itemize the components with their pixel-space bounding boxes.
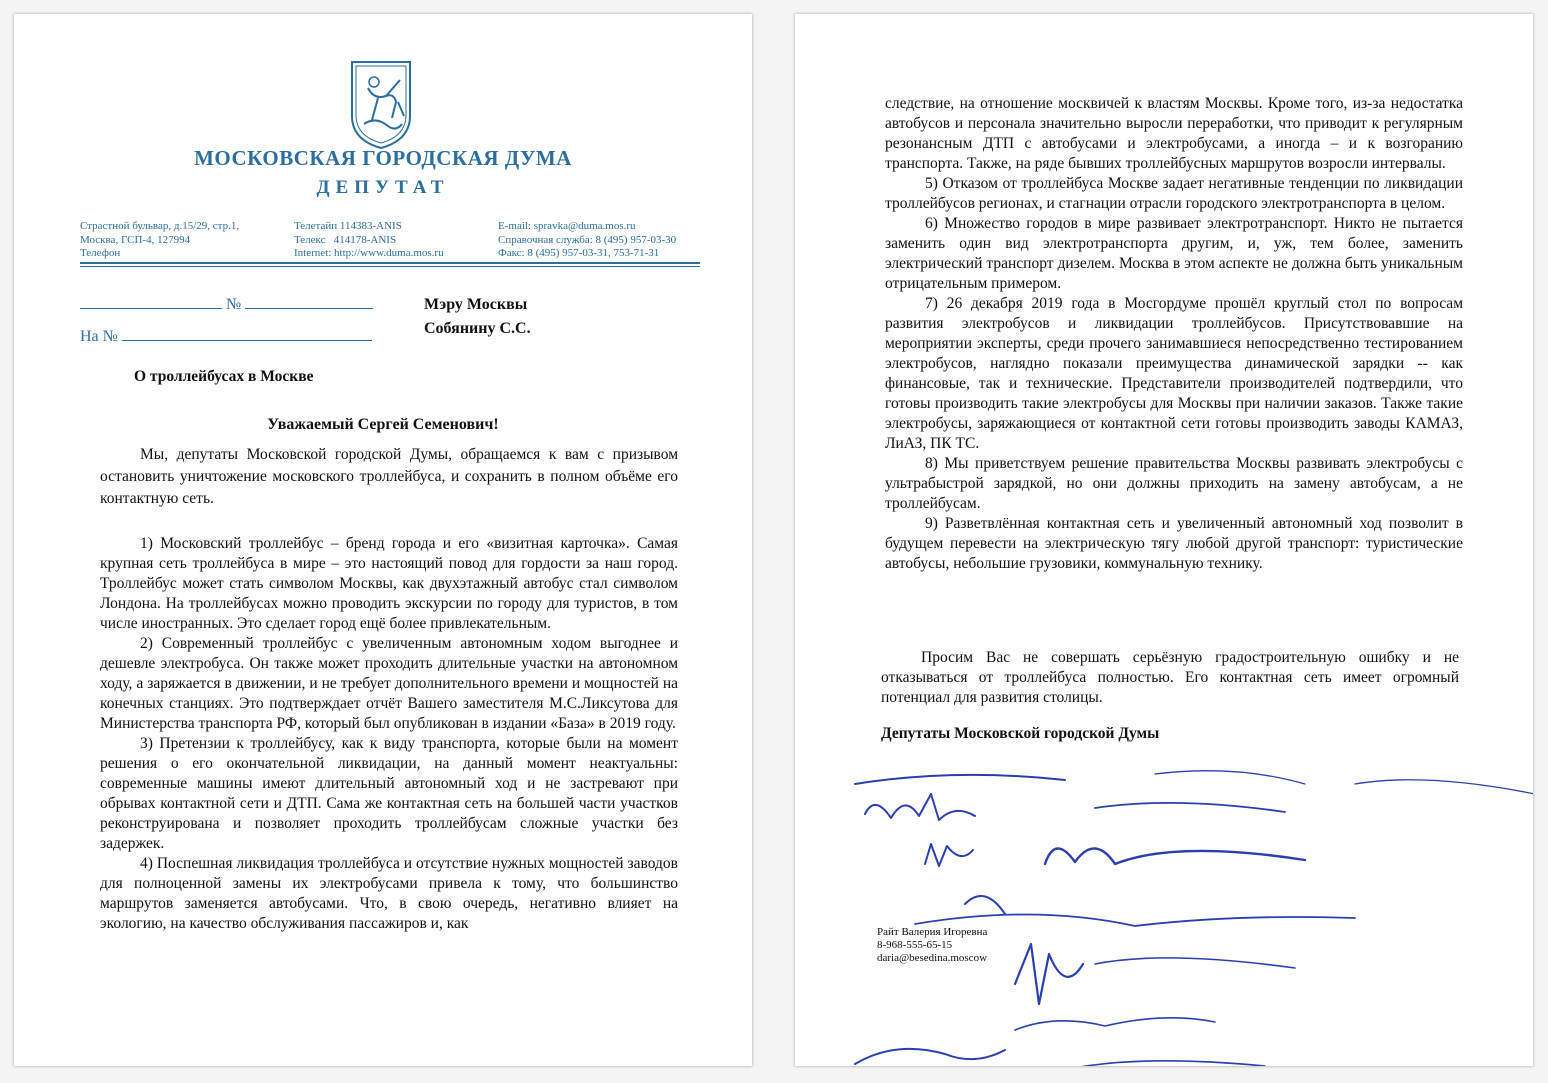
header-divider-thin: [80, 266, 700, 267]
contact-line: Телекс 414178-ANIS: [294, 233, 397, 246]
org-subtitle: ДЕПУТАТ: [316, 177, 450, 198]
moscow-coat-of-arms-icon: [348, 58, 414, 150]
org-title: МОСКОВСКАЯ ГОРОДСКАЯ ДУМА: [194, 146, 572, 170]
point-paragraph: 2) Современный троллейбус с увеличенным автономным ходом выгоднее и дешевле электробуса. Он также может проходить длительные участки на автономном ходу, а заряжается в движении, и не требует дополнительного времени и мощностей на конечных станциях. Это подтверждает отчёт Вашего заместителя М.С.Ликсутова для Министерства транспорта РФ, который был опубликован в издании «База» в 2019 году.: [100, 635, 678, 732]
point-paragraph: 7) 26 декабря 2019 года в Мосгордуме прошёл круглый стол по вопросам развития электробусов и ликвидации троллейбусов. Присутствовавшие на мероприятии эксперты, среди прочего занимавшиеся непосредственно тестированием электробусов, наглядно показали преимущества динамической зарядки -- как финансовые, так и технические. Представители производителей подтвердили, что готовы производить такие электробусы для Москвы при наличии заказов. Также такие электробусы, заряжающиеся от контактной сети готовы производить заводы КАМАЗ, ЛиАЗ, ПК ТС.: [885, 295, 1463, 452]
letter-greeting: Уважаемый Сергей Семенович!: [267, 416, 499, 433]
na-label: На №: [80, 328, 118, 345]
contact-person-name: Райт Валерия Игоревна: [877, 926, 988, 938]
point-paragraph: 8) Мы приветствуем решение правительства Москвы развивать электробусы с ультрабыстрой зарядкой, но они должны приходить на замену автобусам, а не троллейбусам.: [885, 455, 1463, 512]
addressee-title: Мэру Москвы: [424, 296, 528, 313]
letter-continuation: [885, 94, 1463, 574]
point-paragraph: 6) Множество городов в мире развивает электротранспорт. Никто не пытается заменить один вид электротранспорта другим, и, уж, тем более, заменить электрический транспорт дизелем. Москва в этом аспекте не должна быть уникальным отрицательным примером.: [885, 215, 1463, 292]
point-paragraph: 5) Отказом от троллейбуса Москве задает негативные тенденции по ликвидации троллейбусов регионах, и стагнации отрасли городского электротранспорта в целом.: [885, 175, 1463, 212]
contact-teletype: [294, 220, 444, 261]
point-paragraph: 4) Поспешная ликвидация троллейбуса и отсутствие нужных мощностей заводов для полноценной замены их электробусами привела к тому, что большинство маршрутов заменяется автобусами. Что, в свою очередь, негативно влияет на экологию, на качество обслуживания пассажиров и, как: [100, 855, 678, 932]
letter-closing: [881, 648, 1459, 708]
outgoing-number-line: [80, 294, 373, 314]
letter-page-1: [14, 14, 752, 1066]
contact-line: Москва, ГСП-4, 127994: [80, 233, 191, 246]
continuation-paragraph: следствие, на отношение москвичей к властям Москвы. Кроме того, из-за недостатка автобусов и персонала значительно выросли переработки, что приводит к регулярным резонансным ДТП с автобусами и электробусами, а иногда – и к возгоранию транспорта. Также, на ряде бывших троллейбусных маршрутов возросли интервалы.: [885, 95, 1463, 172]
contact-email: [498, 220, 676, 261]
contact-line: E-mail: spravka@duma.mos.ru: [498, 220, 636, 232]
contact-address: [80, 220, 239, 261]
contact-line: Страстной бульвар, д.15/29, стр.1,: [80, 220, 240, 232]
addressee-name: Собянину С.С.: [424, 320, 531, 337]
closing-paragraph: Просим Вас не совершать серьёзную градостроительную ошибку и не отказываться от троллейбуса полностью. Его контактная сеть имеет огромный потенциал для развития столицы.: [881, 649, 1459, 706]
intro-paragraph: Мы, депутаты Московской городской Думы, обращаемся к вам с призывом остановить уничтожение московского троллейбуса, и сохранить в полном объёме его контактную сеть.: [100, 446, 678, 507]
point-paragraph: 3) Претензии к троллейбусу, как к виду транспорта, которые были на момент решения о его окончательной ликвидации, на данный момент неактуальны: современные машины имеют длительный автономный ход и не застревают при обрывах контактной сети и ДТП. Сама же контактная сеть на большей части участков реконструирована и позволяет проходить троллейбусам сложные участки без задержек.: [100, 735, 678, 852]
letter-subject: О троллейбусах в Москве: [134, 368, 314, 385]
letter-points-1-4: [100, 534, 678, 934]
contact-line: Internet: http://www.duma.mos.ru: [294, 247, 444, 259]
contact-person-email: daria@besedina.moscow: [877, 952, 988, 964]
handwritten-signatures: [835, 754, 1533, 1066]
contact-line: Факс: 8 (495) 957-03-31, 753-71-31: [498, 247, 660, 259]
header-divider: [80, 262, 700, 264]
point-paragraph: 9) Разветвлённая контактная сеть и увеличенный автономный ход позволит в будущем перевести на электрическую тягу любой другой транспорт: туристические автобусы, небольшие грузовики, коммунальную технику.: [885, 515, 1463, 572]
contact-line: Телетайп 114383-ANIS: [294, 220, 402, 232]
contact-line: Телефон: [80, 247, 121, 259]
reference-number-line: [80, 326, 372, 346]
contact-person-phone: 8-968-555-65-15: [877, 939, 953, 951]
contact-line: Справочная служба: 8 (495) 957-03-30: [498, 233, 677, 246]
point-paragraph: 1) Московский троллейбус – бренд города и его «визитная карточка». Самая крупная сеть троллейбуса в мире – это настоящий повод для гордости за наш город. Троллейбус может стать символом Москвы, как двухэтажный автобус стал символом Лондона. На троллейбусах можно проводить экскурсии по городу для туристов, в том числе иностранных. Это сделает город ещё более привлекательным.: [100, 535, 678, 632]
letter-page-2: [795, 14, 1533, 1066]
number-sign: №: [226, 296, 242, 313]
letter-intro: [100, 444, 678, 510]
signers-heading: Депутаты Московской городской Думы: [881, 725, 1160, 742]
